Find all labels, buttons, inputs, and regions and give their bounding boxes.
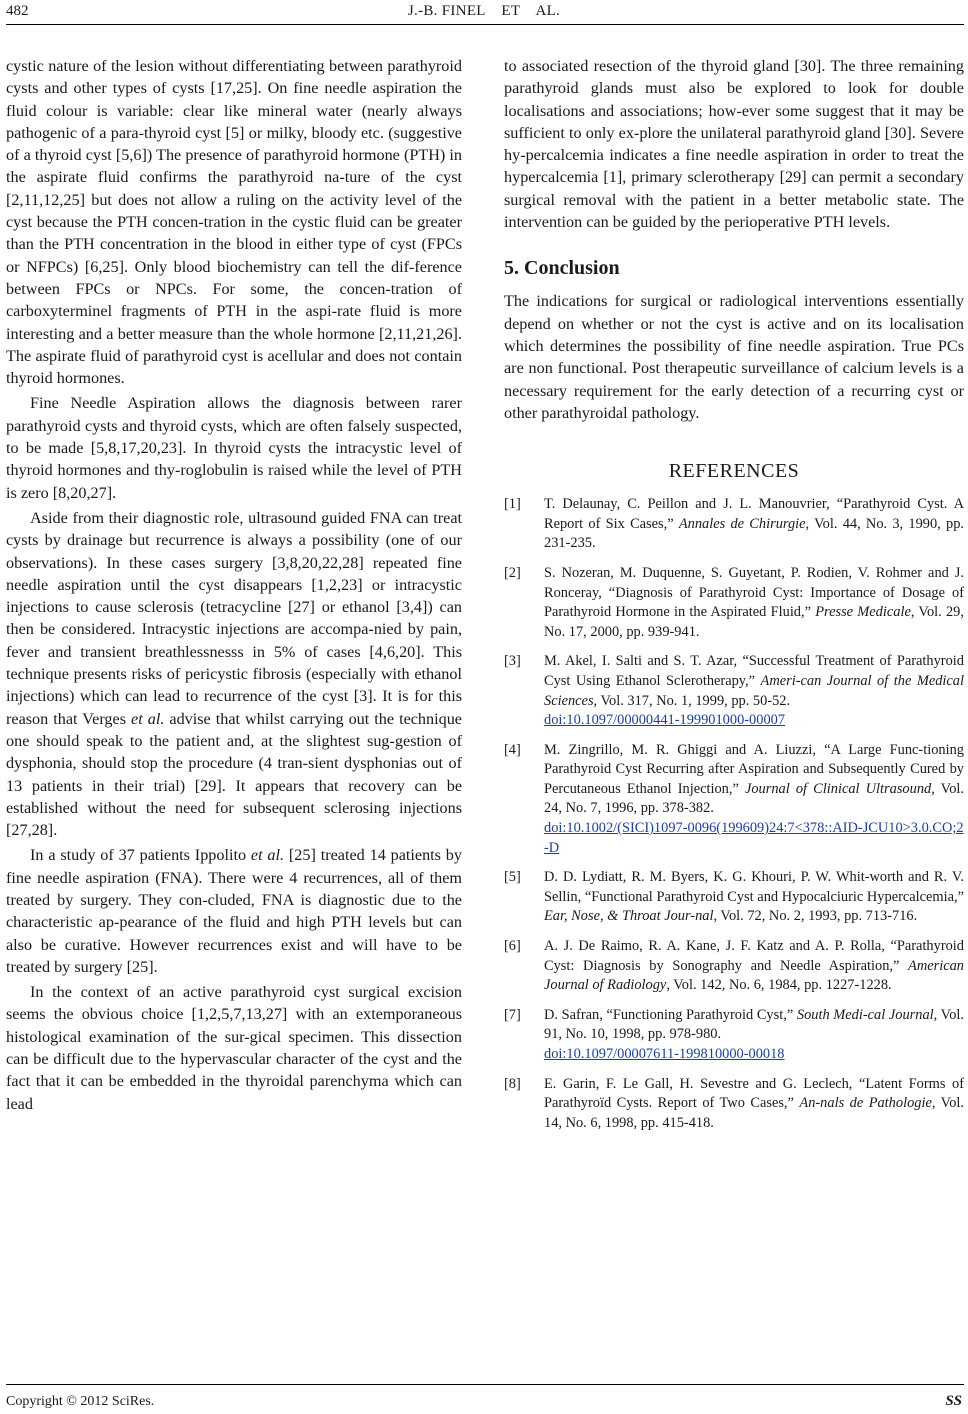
body-paragraph: to associated resection of the thyroid gland [30]. The three remaining parathyroid glands must also be explored to look for double localisations and associations; how-ever some suggest that it may be sufficient to only ex-plore the unilateral parathyroid gland [30]. Severe hy-percalcemia indicates a fine needle aspiration in order to treat the hypercalcemia [1], primary sclerotherapy [29] can permit a secondary surgical removal with the patient in a better metabolic state. The intervention can be guided by the perioperative PTH levels. [504,57,964,232]
reference-details: , Vol. 29, No. 17, 2000, pp. 939-941. [544,604,964,640]
reference-authors-title: A. J. De Raimo, R. A. Kane, J. F. Katz and A. P. Rolla, “Parathyroid Cyst: Diagnosis by Sonography and Needle Aspiration,” [544,938,964,974]
reference-number: [3] [504,653,521,670]
reference-number: [8] [504,1075,521,1092]
et-al-italic: et al. [250,846,285,865]
text-run: advise that whilst carrying out the technique one should speak to the patient and, at the slightest sug-gestion of dysphonia, should stop the procedure (4 tran-sient dysphonias out of 13 patients in their trial) [29]. It appears that recovery can be established without the need for subsequent sclerosing injections [27,28]. [6,709,462,840]
body-paragraph [6,844,462,978]
body-paragraph: Fine Needle Aspiration allows the diagnosis between rarer parathyroid cysts and thyroid cysts, which are often falsely suspected, to be made [5,8,17,20,23]. In thyroid cysts the intracystic level of thyroid hormones and thy-roglobulin is raised while the level of PTH is zero [8,20,27]. [6,394,462,502]
reference-item [504,1006,964,1065]
body-paragraph: In the context of an active parathyroid cyst surgical excision seems the obvious choice [1,2,5,7,13,27] with an extemporaneous histological examination of the sur-gical specimen. This dissection can be difficult due to the hypervascular character of the cyst and the fact that it can be embedded in the thyroidal parenchyma which can lead [6,983,462,1113]
reference-item [504,937,964,996]
reference-authors-title: D. D. Lydiatt, R. M. Byers, K. G. Khouri, P. W. Whit-worth and R. V. Sellin, “Functional Parathyroid Cyst and Hypocalciuric Hypercalcemia,” [544,869,964,905]
reference-item [504,564,964,642]
reference-list [504,495,964,1133]
journal-code: SS [945,1393,962,1409]
reference-number: [4] [504,741,521,758]
section-heading-conclusion: 5. Conclusion [504,257,620,280]
text-run: Aside from their diagnostic role, ultrasound guided FNA can treat cysts by drainage but recurrence is always a possibility (one of our observations). In these cases surgery [3,8,20,22,28] repeated fine needle aspiration until the cyst disappears [1,2,23] or intracystic injections to cause sclerosis (tetracycline [27] or ethanol [3,4]) can then be considered. Intracystic injections are accompa-nied by pain, fever and transient breathlessnesss in 5% of cases [4,6,20]. This technique presents risks of pericystic fibrosis (especially with ethanol injections) which can lead to recurrence of the cyst [3]. It is for this reason that Verges [6,508,462,728]
text-run: In a study of 37 patients Ippolito [30,846,251,865]
reference-journal: An-nals de Pathologie [799,1095,932,1112]
et-al-italic: et al. [131,709,165,728]
page-number: 482 [6,3,29,19]
copyright-notice: Copyright © 2012 SciRes. [6,1394,155,1409]
reference-item [504,868,964,927]
reference-number: [7] [504,1006,521,1023]
reference-number: [6] [504,938,521,955]
reference-number: [2] [504,564,521,581]
reference-authors-title: M. Akel, I. Salti and S. T. Azar, “Successful Treatment of Parathyroid Cyst Using Ethanol Sclerotherapy,” [544,653,964,689]
page-header [0,0,968,26]
conclusion-paragraph: The indications for surgical or radiological interventions essentially depend on whether or not the cyst is active and on its localisation which determines the possibility of fine needle aspiration. True PCs are non functional. Post therapeutic surveillance of calcium levels is a necessary requirement for the early detection of a recurring cyst or other parathyroidal pathology. [504,292,964,422]
reference-journal: Presse Medicale [815,604,911,621]
page-footer [0,1384,968,1414]
text-run: [25] treated 14 patients by fine needle aspiration (FNA). There were 4 recurrences, all of them treated by surgery. They con-cluded, FNA is diagnostic due to the characteristic ap-pearance of the fluid and high PTH levels but can also be curative. However recurrences exist and will have to be treated by surgery [25]. [6,846,462,976]
doi-link[interactable]: doi:10.1097/00007611-199810000-00018 [544,1046,785,1062]
reference-details: , Vol. 24, No. 7, 1996, pp. 378-382. [544,780,964,817]
reference-authors-title: S. Nozeran, M. Duquenne, S. Guyetant, P. Rodien, V. Rohmer and J. Ronceray, “Diagnosis of Parathyroid Cyst: Importance of Dosage of Parathyroid Hormone in the Aspirated Fluid,” [544,564,964,621]
references-heading: REFERENCES [668,460,800,483]
reference-details: , Vol. 44, No. 3, 1990, pp. 231-235. [544,515,964,552]
reference-journal: Ameri-can Journal of the Medical Sciences [544,672,964,709]
reference-number: [5] [504,869,521,886]
footer-rule [6,1384,964,1385]
reference-journal: South Medi-cal Journal [796,1006,934,1023]
running-head: J.-B. FINEL ET AL. [407,3,561,19]
reference-journal: Journal of Clinical Ultrasound [744,780,932,797]
reference-number: [1] [504,496,521,513]
doi-link[interactable]: doi:10.1002/(SICI)1097-0096(199609)24:7<378::AID-JCU10>3.0.CO;2-D [544,820,964,856]
reference-details: , Vol. 317, No. 1, 1999, pp. 50-52. [593,692,791,709]
reference-journal: American Journal of Radiology [544,957,964,994]
header-rule [6,24,964,25]
reference-details: , Vol. 14, No. 6, 1998, pp. 415-418. [544,1095,964,1131]
reference-details: , Vol. 72, No. 2, 1993, pp. 713-716. [713,908,918,925]
reference-details: , Vol. 91, No. 10, 1998, pp. 978-980. [544,1006,964,1043]
reference-authors-title: M. Zingrillo, M. R. Ghiggi and A. Liuzzi, “A Large Func-tioning Parathyroid Cyst Recurring after Aspiration and Subsequently Cured by Percutaneous Ethanol Injection,” [544,741,964,797]
body-paragraph [6,507,462,841]
body-paragraph: cystic nature of the lesion without differentiating between parathyroid cysts and other types of cysts [17,25]. On fine needle aspiration the fluid colour is variable: clear like mineral water (nearly always pathogenic of a para-thyroid cyst [5] or milky, bloody etc. (suggestive of a thyroid cyst [5,6]) The presence of parathyroid hormone (PTH) in the aspirate fluid confirms the parathyroid na-ture of the cyst [2,11,12,25] but does not allow a ruling on the activity level of the cyst because the PTH concen-tration in the cystic fluid can be greater than the PTH concentration in the blood in either type of cyst (FPCs or NFPCs) [6,25]. Only blood biochemistry can tell the dif-ference between FPCs or NPCs. For some, the concen-tration of carboxyterminel fragments of PTH in the aspi-rate fluid is more interesting and a better measure than the whole hormone [2,11,21,26]. The aspirate fluid of parathyroid cyst is acellular and does not contain thyroid hormones. [6,57,462,388]
reference-journal: Ear, Nose, & Throat Jour-nal [544,908,714,925]
reference-authors-title: E. Garin, F. Le Gall, H. Sevestre and G. Leclech, “Latent Forms of Parathyroïd Cysts. Report of Two Cases,” [544,1075,964,1112]
reference-journal: Annales de Chirurgie [678,515,806,532]
reference-authors-title: T. Delaunay, C. Peillon and J. L. Manouvrier, “Parathyroid Cyst. A Report of Six Cases,” [544,496,964,532]
reference-authors-title: D. Safran, “Functioning Parathyroid Cyst,” [544,1006,797,1023]
left-column [6,55,462,1115]
reference-details: , Vol. 142, No. 6, 1984, pp. 1227-1228. [666,977,892,994]
doi-link[interactable]: doi:10.1097/00000441-199901000-00007 [544,712,786,729]
reference-item [504,652,964,730]
reference-item [504,1075,964,1134]
right-column [504,55,964,1143]
reference-item [504,495,964,554]
reference-item [504,741,964,859]
